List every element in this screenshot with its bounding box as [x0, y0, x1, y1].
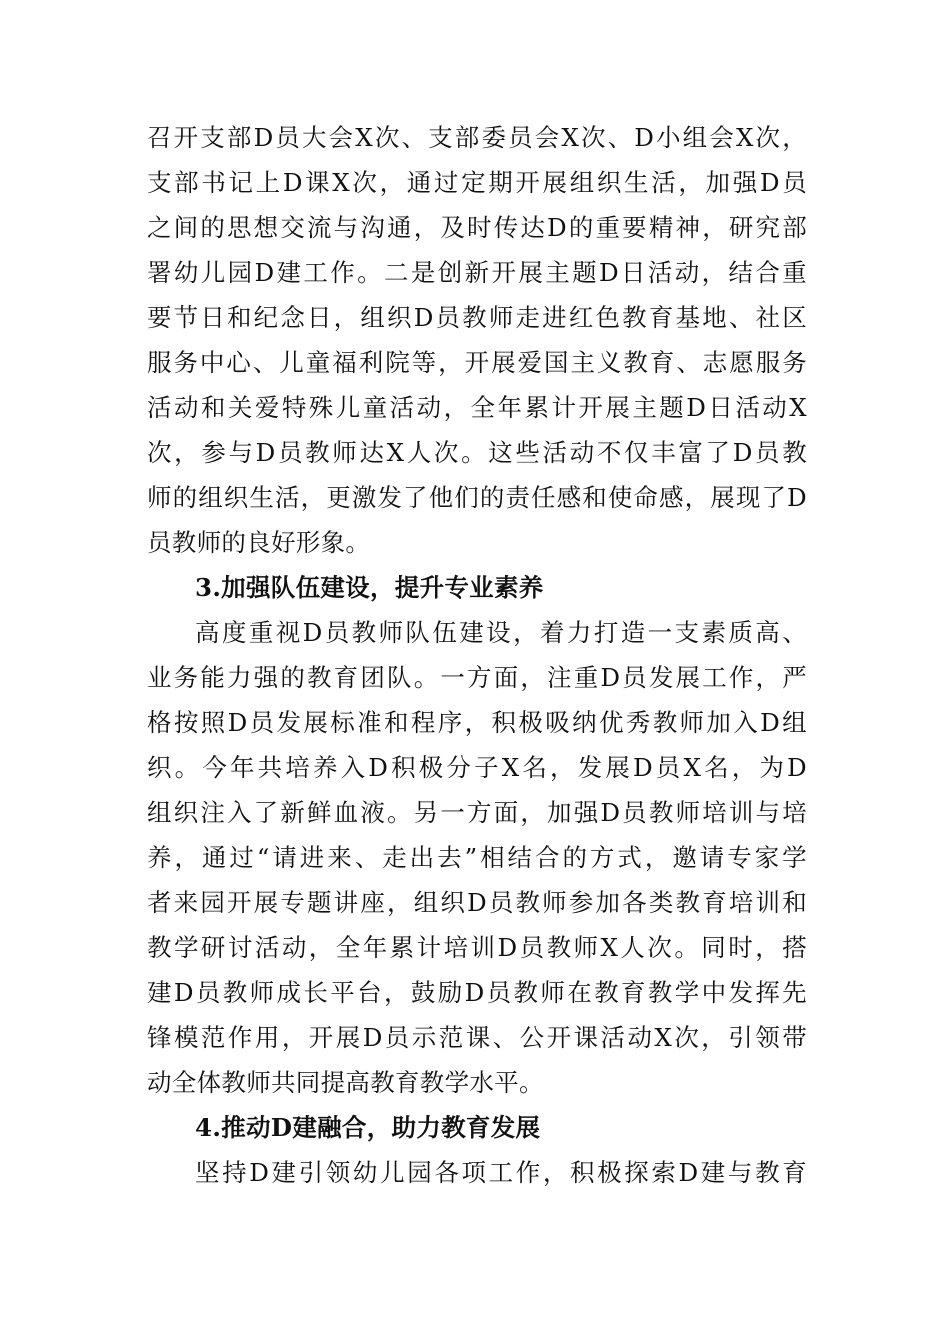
text-line: 动全体教师共同提高教育教学水平。 — [147, 1068, 544, 1097]
text-line: 活动和关爱特殊儿童活动，全年累计开展主题D日活动X — [147, 393, 807, 422]
text-line: 次，参与D员教师达X人次。这些活动不仅丰富了D员教 — [147, 438, 807, 467]
text-line: 坚持D建引领幼儿园各项工作，积极探索D建与教育 — [195, 1158, 807, 1187]
text-line: 织。今年共培养入D积极分子X名，发展D员X名，为D — [147, 753, 807, 782]
text-line: 者来园开展专题讲座，组织D员教师参加各类教育培训和 — [147, 888, 807, 917]
text-line: 建D员教师成长平台，鼓励D员教师在教育教学中发挥先 — [147, 978, 807, 1007]
text-line: 之间的思想交流与沟通，及时传达D的重要精神，研究部 — [147, 213, 807, 242]
text-line: 支部书记上D课X次，通过定期开展组织生活，加强D员 — [147, 168, 807, 197]
paragraph — [147, 1150, 807, 1195]
text-line: 组织注入了新鲜血液。另一方面，加强D员教师培训与培 — [147, 798, 807, 827]
text-line: 师的组织生活，更激发了他们的责任感和使命感，展现了D — [147, 483, 807, 512]
text-line: 高度重视D员教师队伍建设，着力打造一支素质高、 — [195, 618, 807, 647]
document-body — [147, 115, 807, 1195]
text-line: 要节日和纪念日，组织D员教师走进红色教育基地、社区 — [147, 303, 807, 332]
text-line: 署幼儿园D建工作。二是创新开展主题D日活动，结合重 — [147, 258, 807, 287]
text-line: 业务能力强的教育团队。一方面，注重D员发展工作，严 — [147, 663, 807, 692]
text-line: 养，通过“请进来、走出去”相结合的方式，邀请专家学 — [147, 843, 807, 872]
text-line: 服务中心、儿童福利院等，开展爱国主义教育、志愿服务 — [147, 348, 807, 377]
text-line: 锋模范作用，开展D员示范课、公开课活动X次，引领带 — [147, 1023, 807, 1052]
section-heading: 3.加强队伍建设，提升专业素养 — [195, 573, 544, 602]
text-line: 格按照D员发展标准和程序，积极吸纳优秀教师加入D组 — [147, 708, 807, 737]
text-line: 召开支部D员大会X次、支部委员会X次、D小组会X次， — [147, 123, 807, 152]
text-line: 教学研讨活动，全年累计培训D员教师X人次。同时，搭 — [147, 933, 807, 962]
text-line: 员教师的良好形象。 — [147, 528, 371, 557]
section-heading: 4.推动D建融合，助力教育发展 — [195, 1113, 541, 1142]
paragraph — [147, 115, 807, 565]
paragraph — [147, 610, 807, 1105]
